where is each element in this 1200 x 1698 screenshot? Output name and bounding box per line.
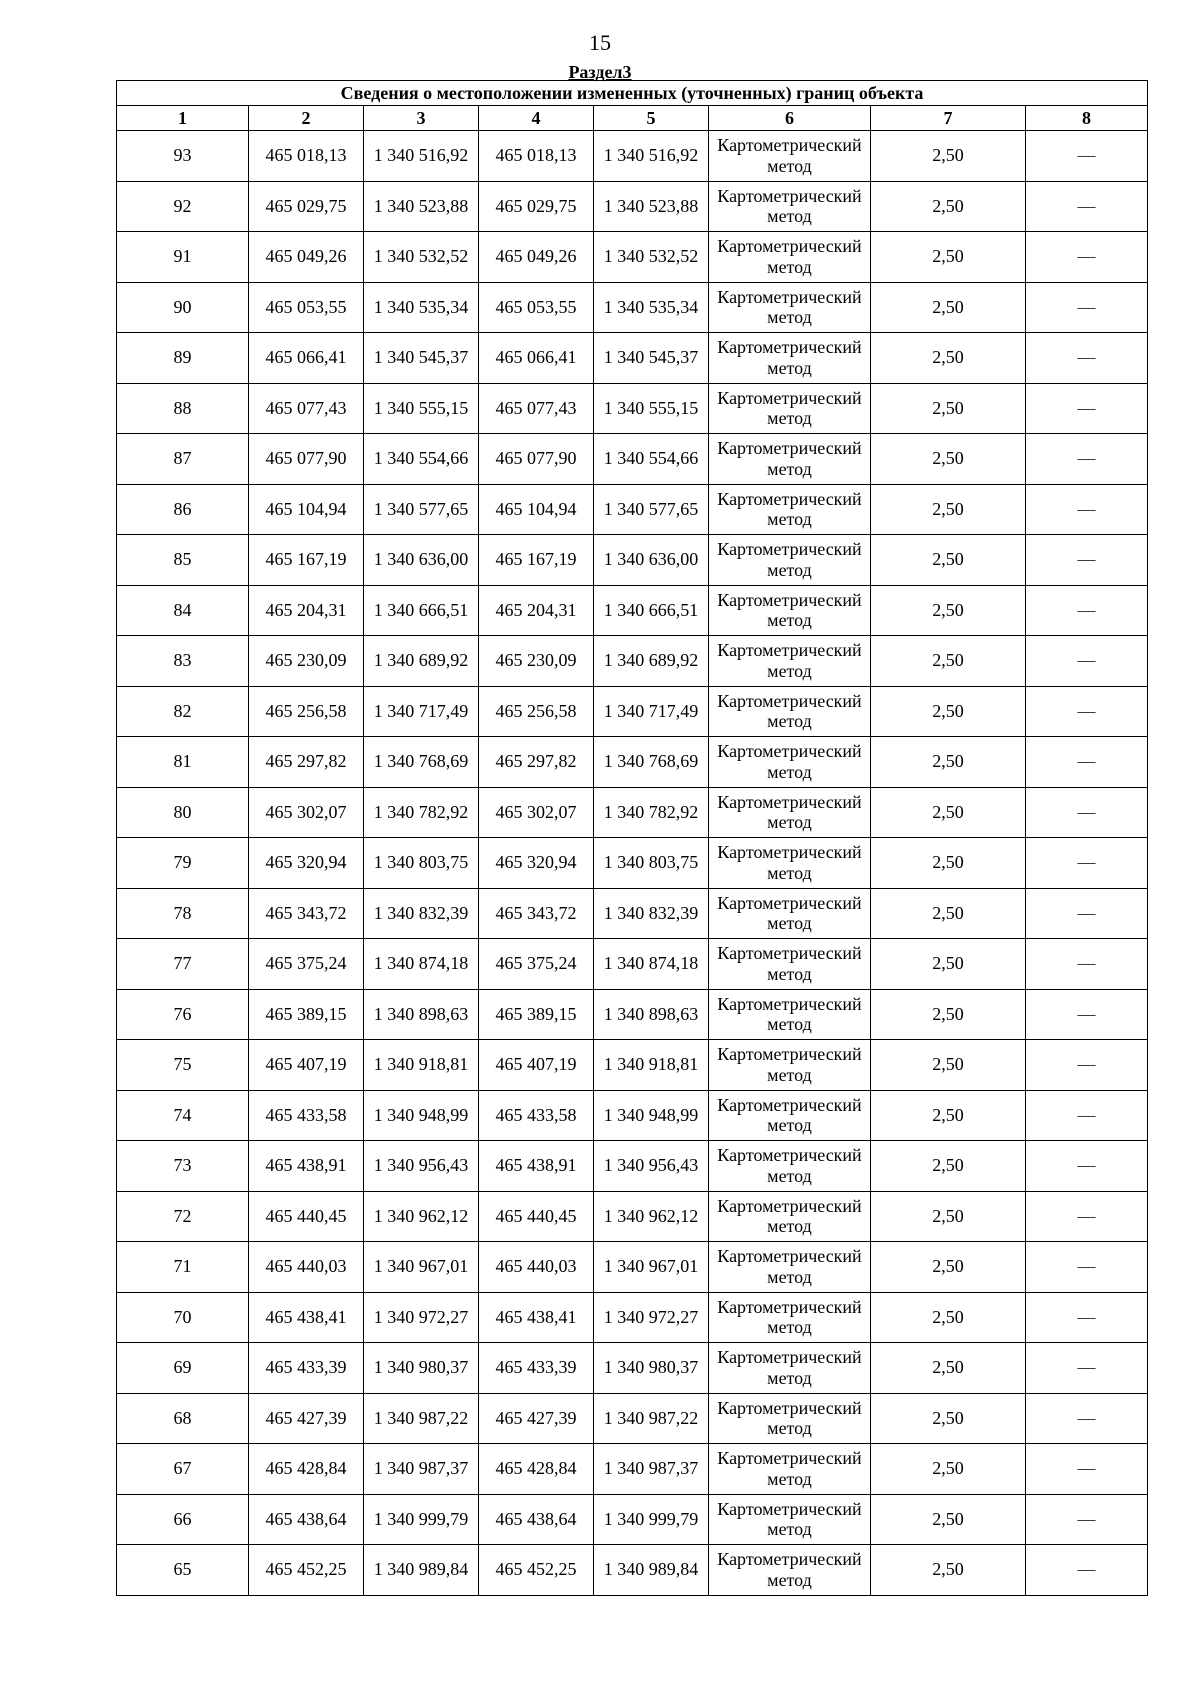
point-number-cell: 74: [117, 1090, 249, 1141]
point-number-cell: 71: [117, 1242, 249, 1293]
accuracy-cell: 2,50: [871, 1393, 1026, 1444]
table-row: [117, 1494, 1148, 1545]
table-row: [117, 131, 1148, 182]
table-row: [117, 939, 1148, 990]
y-old-cell: 1 340 545,37: [364, 333, 479, 384]
x-new-cell: 465 297,82: [479, 737, 594, 788]
accuracy-cell: 2,50: [871, 282, 1026, 333]
accuracy-cell: 2,50: [871, 484, 1026, 535]
x-old-cell: 465 302,07: [249, 787, 364, 838]
x-old-cell: 465 407,19: [249, 1040, 364, 1091]
point-number-cell: 85: [117, 535, 249, 586]
description-cell: —: [1026, 333, 1148, 384]
accuracy-cell: 2,50: [871, 1090, 1026, 1141]
description-cell: —: [1026, 1494, 1148, 1545]
y-new-cell: 1 340 555,15: [594, 383, 709, 434]
y-old-cell: 1 340 666,51: [364, 585, 479, 636]
description-cell: —: [1026, 484, 1148, 535]
x-old-cell: 465 167,19: [249, 535, 364, 586]
method-cell: Картометрический метод: [709, 585, 871, 636]
description-cell: —: [1026, 1090, 1148, 1141]
x-new-cell: 465 077,43: [479, 383, 594, 434]
y-new-cell: 1 340 832,39: [594, 888, 709, 939]
x-old-cell: 465 428,84: [249, 1444, 364, 1495]
method-cell: Картометрический метод: [709, 434, 871, 485]
x-old-cell: 465 049,26: [249, 232, 364, 283]
point-number-cell: 92: [117, 181, 249, 232]
x-new-cell: 465 049,26: [479, 232, 594, 283]
method-cell: Картометрический метод: [709, 484, 871, 535]
x-new-cell: 465 320,94: [479, 838, 594, 889]
x-new-cell: 465 077,90: [479, 434, 594, 485]
y-new-cell: 1 340 918,81: [594, 1040, 709, 1091]
method-cell: Картометрический метод: [709, 131, 871, 182]
x-old-cell: 465 077,43: [249, 383, 364, 434]
y-new-cell: 1 340 967,01: [594, 1242, 709, 1293]
x-old-cell: 465 077,90: [249, 434, 364, 485]
description-cell: —: [1026, 1393, 1148, 1444]
point-number-cell: 93: [117, 131, 249, 182]
method-cell: Картометрический метод: [709, 636, 871, 687]
description-cell: —: [1026, 1444, 1148, 1495]
y-old-cell: 1 340 803,75: [364, 838, 479, 889]
description-cell: —: [1026, 383, 1148, 434]
method-cell: Картометрический метод: [709, 333, 871, 384]
x-new-cell: 465 440,03: [479, 1242, 594, 1293]
accuracy-cell: 2,50: [871, 1545, 1026, 1596]
accuracy-cell: 2,50: [871, 787, 1026, 838]
point-number-cell: 66: [117, 1494, 249, 1545]
accuracy-cell: 2,50: [871, 1141, 1026, 1192]
y-new-cell: 1 340 987,22: [594, 1393, 709, 1444]
y-new-cell: 1 340 999,79: [594, 1494, 709, 1545]
x-old-cell: 465 343,72: [249, 888, 364, 939]
description-cell: —: [1026, 585, 1148, 636]
accuracy-cell: 2,50: [871, 333, 1026, 384]
table-row: [117, 282, 1148, 333]
y-new-cell: 1 340 972,27: [594, 1292, 709, 1343]
x-old-cell: 465 066,41: [249, 333, 364, 384]
x-old-cell: 465 230,09: [249, 636, 364, 687]
y-new-cell: 1 340 535,34: [594, 282, 709, 333]
method-cell: Картометрический метод: [709, 787, 871, 838]
method-cell: Картометрический метод: [709, 181, 871, 232]
y-new-cell: 1 340 636,00: [594, 535, 709, 586]
description-cell: —: [1026, 181, 1148, 232]
x-new-cell: 465 440,45: [479, 1191, 594, 1242]
x-old-cell: 465 440,03: [249, 1242, 364, 1293]
x-new-cell: 465 018,13: [479, 131, 594, 182]
x-old-cell: 465 438,64: [249, 1494, 364, 1545]
x-new-cell: 465 343,72: [479, 888, 594, 939]
method-cell: Картометрический метод: [709, 1444, 871, 1495]
y-old-cell: 1 340 987,22: [364, 1393, 479, 1444]
table-row: [117, 333, 1148, 384]
accuracy-cell: 2,50: [871, 181, 1026, 232]
accuracy-cell: 2,50: [871, 1343, 1026, 1394]
x-new-cell: 465 438,41: [479, 1292, 594, 1343]
description-cell: —: [1026, 535, 1148, 586]
y-new-cell: 1 340 989,84: [594, 1545, 709, 1596]
x-old-cell: 465 438,41: [249, 1292, 364, 1343]
y-old-cell: 1 340 636,00: [364, 535, 479, 586]
y-new-cell: 1 340 987,37: [594, 1444, 709, 1495]
table-row: [117, 737, 1148, 788]
y-old-cell: 1 340 962,12: [364, 1191, 479, 1242]
table-row: [117, 585, 1148, 636]
x-new-cell: 465 230,09: [479, 636, 594, 687]
column-header: 7: [871, 106, 1026, 131]
description-cell: —: [1026, 989, 1148, 1040]
x-new-cell: 465 452,25: [479, 1545, 594, 1596]
table-caption: Сведения о местоположении измененных (уточненных) границ объекта: [117, 81, 1148, 106]
x-old-cell: 465 104,94: [249, 484, 364, 535]
accuracy-cell: 2,50: [871, 585, 1026, 636]
table-row: [117, 1444, 1148, 1495]
point-number-cell: 67: [117, 1444, 249, 1495]
table-row: [117, 1090, 1148, 1141]
table-row: [117, 434, 1148, 485]
x-old-cell: 465 438,91: [249, 1141, 364, 1192]
x-old-cell: 465 440,45: [249, 1191, 364, 1242]
point-number-cell: 81: [117, 737, 249, 788]
y-old-cell: 1 340 898,63: [364, 989, 479, 1040]
point-number-cell: 68: [117, 1393, 249, 1444]
method-cell: Картометрический метод: [709, 838, 871, 889]
column-number-row: [117, 106, 1148, 131]
table-row: [117, 181, 1148, 232]
column-header: 8: [1026, 106, 1148, 131]
point-number-cell: 91: [117, 232, 249, 283]
x-old-cell: 465 433,58: [249, 1090, 364, 1141]
y-old-cell: 1 340 989,84: [364, 1545, 479, 1596]
x-new-cell: 465 427,39: [479, 1393, 594, 1444]
point-number-cell: 84: [117, 585, 249, 636]
table-row: [117, 838, 1148, 889]
method-cell: Картометрический метод: [709, 1545, 871, 1596]
table-row: [117, 686, 1148, 737]
table-row: [117, 484, 1148, 535]
description-cell: —: [1026, 1343, 1148, 1394]
y-new-cell: 1 340 523,88: [594, 181, 709, 232]
method-cell: Картометрический метод: [709, 1393, 871, 1444]
method-cell: Картометрический метод: [709, 686, 871, 737]
accuracy-cell: 2,50: [871, 686, 1026, 737]
y-old-cell: 1 340 554,66: [364, 434, 479, 485]
x-new-cell: 465 066,41: [479, 333, 594, 384]
point-number-cell: 70: [117, 1292, 249, 1343]
table-row: [117, 1141, 1148, 1192]
accuracy-cell: 2,50: [871, 383, 1026, 434]
y-new-cell: 1 340 803,75: [594, 838, 709, 889]
table-row: [117, 1040, 1148, 1091]
x-new-cell: 465 167,19: [479, 535, 594, 586]
accuracy-cell: 2,50: [871, 1191, 1026, 1242]
point-number-cell: 80: [117, 787, 249, 838]
table-row: [117, 1191, 1148, 1242]
y-old-cell: 1 340 523,88: [364, 181, 479, 232]
x-old-cell: 465 256,58: [249, 686, 364, 737]
y-new-cell: 1 340 782,92: [594, 787, 709, 838]
table-row: [117, 1292, 1148, 1343]
x-new-cell: 465 433,39: [479, 1343, 594, 1394]
accuracy-cell: 2,50: [871, 939, 1026, 990]
y-old-cell: 1 340 717,49: [364, 686, 479, 737]
y-old-cell: 1 340 956,43: [364, 1141, 479, 1192]
point-number-cell: 76: [117, 989, 249, 1040]
table-row: [117, 989, 1148, 1040]
x-old-cell: 465 452,25: [249, 1545, 364, 1596]
accuracy-cell: 2,50: [871, 131, 1026, 182]
description-cell: —: [1026, 787, 1148, 838]
accuracy-cell: 2,50: [871, 737, 1026, 788]
description-cell: —: [1026, 1242, 1148, 1293]
point-number-cell: 79: [117, 838, 249, 889]
method-cell: Картометрический метод: [709, 989, 871, 1040]
accuracy-cell: 2,50: [871, 1292, 1026, 1343]
y-new-cell: 1 340 962,12: [594, 1191, 709, 1242]
accuracy-cell: 2,50: [871, 535, 1026, 586]
x-new-cell: 465 053,55: [479, 282, 594, 333]
accuracy-cell: 2,50: [871, 838, 1026, 889]
x-old-cell: 465 320,94: [249, 838, 364, 889]
y-old-cell: 1 340 555,15: [364, 383, 479, 434]
point-number-cell: 78: [117, 888, 249, 939]
point-number-cell: 83: [117, 636, 249, 687]
table-row: [117, 1242, 1148, 1293]
x-new-cell: 465 438,91: [479, 1141, 594, 1192]
method-cell: Картометрический метод: [709, 1292, 871, 1343]
x-new-cell: 465 407,19: [479, 1040, 594, 1091]
x-new-cell: 465 389,15: [479, 989, 594, 1040]
y-old-cell: 1 340 987,37: [364, 1444, 479, 1495]
x-new-cell: 465 204,31: [479, 585, 594, 636]
accuracy-cell: 2,50: [871, 232, 1026, 283]
table-row: [117, 1393, 1148, 1444]
point-number-cell: 89: [117, 333, 249, 384]
x-old-cell: 465 204,31: [249, 585, 364, 636]
point-number-cell: 90: [117, 282, 249, 333]
description-cell: —: [1026, 434, 1148, 485]
y-old-cell: 1 340 948,99: [364, 1090, 479, 1141]
page-number: 15: [589, 30, 611, 55]
accuracy-cell: 2,50: [871, 1242, 1026, 1293]
description-cell: —: [1026, 1141, 1148, 1192]
section-title: Раздел3: [568, 62, 632, 82]
table-row: [117, 1343, 1148, 1394]
y-new-cell: 1 340 768,69: [594, 737, 709, 788]
description-cell: —: [1026, 838, 1148, 889]
y-new-cell: 1 340 956,43: [594, 1141, 709, 1192]
y-old-cell: 1 340 918,81: [364, 1040, 479, 1091]
x-old-cell: 465 375,24: [249, 939, 364, 990]
column-header: 4: [479, 106, 594, 131]
accuracy-cell: 2,50: [871, 1444, 1026, 1495]
x-new-cell: 465 104,94: [479, 484, 594, 535]
point-number-cell: 87: [117, 434, 249, 485]
description-cell: —: [1026, 131, 1148, 182]
table-row: [117, 787, 1148, 838]
method-cell: Картометрический метод: [709, 1343, 871, 1394]
x-old-cell: 465 053,55: [249, 282, 364, 333]
x-old-cell: 465 018,13: [249, 131, 364, 182]
y-old-cell: 1 340 782,92: [364, 787, 479, 838]
y-old-cell: 1 340 516,92: [364, 131, 479, 182]
y-old-cell: 1 340 689,92: [364, 636, 479, 687]
accuracy-cell: 2,50: [871, 1040, 1026, 1091]
y-new-cell: 1 340 666,51: [594, 585, 709, 636]
table-row: [117, 888, 1148, 939]
table-body: [117, 131, 1148, 1596]
column-header: 1: [117, 106, 249, 131]
boundary-coordinates-table: [116, 80, 1148, 1596]
method-cell: Картометрический метод: [709, 282, 871, 333]
method-cell: Картометрический метод: [709, 1242, 871, 1293]
column-header: 3: [364, 106, 479, 131]
y-old-cell: 1 340 980,37: [364, 1343, 479, 1394]
y-new-cell: 1 340 898,63: [594, 989, 709, 1040]
y-new-cell: 1 340 980,37: [594, 1343, 709, 1394]
description-cell: —: [1026, 232, 1148, 283]
x-new-cell: 465 433,58: [479, 1090, 594, 1141]
column-header: 2: [249, 106, 364, 131]
x-new-cell: 465 256,58: [479, 686, 594, 737]
point-number-cell: 73: [117, 1141, 249, 1192]
method-cell: Картометрический метод: [709, 1494, 871, 1545]
y-new-cell: 1 340 577,65: [594, 484, 709, 535]
method-cell: Картометрический метод: [709, 939, 871, 990]
y-old-cell: 1 340 832,39: [364, 888, 479, 939]
column-header: 6: [709, 106, 871, 131]
point-number-cell: 72: [117, 1191, 249, 1242]
point-number-cell: 82: [117, 686, 249, 737]
table-row: [117, 232, 1148, 283]
accuracy-cell: 2,50: [871, 636, 1026, 687]
accuracy-cell: 2,50: [871, 989, 1026, 1040]
x-new-cell: 465 428,84: [479, 1444, 594, 1495]
description-cell: —: [1026, 686, 1148, 737]
y-old-cell: 1 340 577,65: [364, 484, 479, 535]
table-row: [117, 535, 1148, 586]
point-number-cell: 77: [117, 939, 249, 990]
description-cell: —: [1026, 1040, 1148, 1091]
method-cell: Картометрический метод: [709, 737, 871, 788]
point-number-cell: 69: [117, 1343, 249, 1394]
table-row: [117, 383, 1148, 434]
method-cell: Картометрический метод: [709, 1191, 871, 1242]
method-cell: Картометрический метод: [709, 232, 871, 283]
table-row: [117, 1545, 1148, 1596]
y-old-cell: 1 340 999,79: [364, 1494, 479, 1545]
accuracy-cell: 2,50: [871, 888, 1026, 939]
method-cell: Картометрический метод: [709, 888, 871, 939]
y-new-cell: 1 340 948,99: [594, 1090, 709, 1141]
description-cell: —: [1026, 282, 1148, 333]
y-new-cell: 1 340 545,37: [594, 333, 709, 384]
method-cell: Картометрический метод: [709, 1090, 871, 1141]
y-old-cell: 1 340 967,01: [364, 1242, 479, 1293]
description-cell: —: [1026, 1292, 1148, 1343]
point-number-cell: 88: [117, 383, 249, 434]
x-old-cell: 465 433,39: [249, 1343, 364, 1394]
accuracy-cell: 2,50: [871, 434, 1026, 485]
y-new-cell: 1 340 717,49: [594, 686, 709, 737]
accuracy-cell: 2,50: [871, 1494, 1026, 1545]
point-number-cell: 75: [117, 1040, 249, 1091]
x-new-cell: 465 375,24: [479, 939, 594, 990]
method-cell: Картометрический метод: [709, 1141, 871, 1192]
column-header: 5: [594, 106, 709, 131]
y-new-cell: 1 340 874,18: [594, 939, 709, 990]
y-new-cell: 1 340 516,92: [594, 131, 709, 182]
y-old-cell: 1 340 874,18: [364, 939, 479, 990]
description-cell: —: [1026, 1191, 1148, 1242]
x-old-cell: 465 297,82: [249, 737, 364, 788]
x-old-cell: 465 029,75: [249, 181, 364, 232]
point-number-cell: 86: [117, 484, 249, 535]
description-cell: —: [1026, 1545, 1148, 1596]
y-new-cell: 1 340 554,66: [594, 434, 709, 485]
y-new-cell: 1 340 532,52: [594, 232, 709, 283]
x-new-cell: 465 302,07: [479, 787, 594, 838]
x-old-cell: 465 427,39: [249, 1393, 364, 1444]
method-cell: Картометрический метод: [709, 1040, 871, 1091]
y-old-cell: 1 340 535,34: [364, 282, 479, 333]
y-new-cell: 1 340 689,92: [594, 636, 709, 687]
description-cell: —: [1026, 939, 1148, 990]
x-old-cell: 465 389,15: [249, 989, 364, 1040]
y-old-cell: 1 340 768,69: [364, 737, 479, 788]
x-new-cell: 465 438,64: [479, 1494, 594, 1545]
description-cell: —: [1026, 888, 1148, 939]
method-cell: Картометрический метод: [709, 383, 871, 434]
y-old-cell: 1 340 972,27: [364, 1292, 479, 1343]
y-old-cell: 1 340 532,52: [364, 232, 479, 283]
description-cell: —: [1026, 737, 1148, 788]
point-number-cell: 65: [117, 1545, 249, 1596]
method-cell: Картометрический метод: [709, 535, 871, 586]
description-cell: —: [1026, 636, 1148, 687]
table-row: [117, 636, 1148, 687]
x-new-cell: 465 029,75: [479, 181, 594, 232]
